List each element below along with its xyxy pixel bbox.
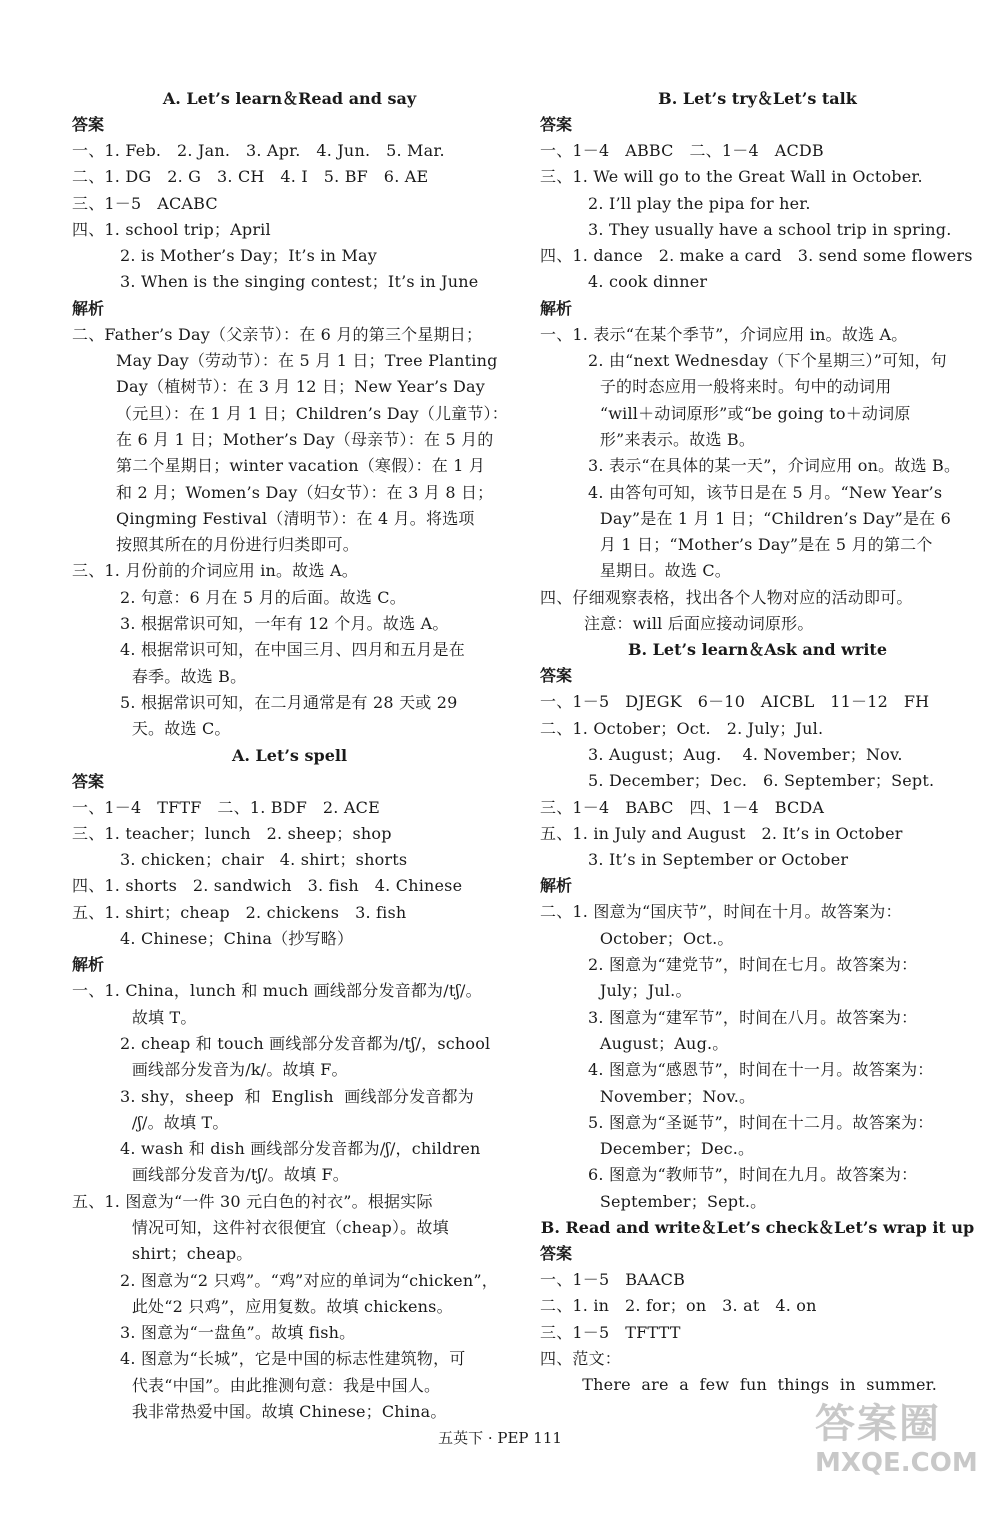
watermark-logo [815,1400,985,1500]
text-line: 星期日。故选 C。 [584,561,731,581]
text-line: Day”是在 1 月 1 日；“Children’s Day”是在 6 [584,508,952,528]
left-column [72,86,507,1425]
text-line: 3. 图意为“一盘鱼”。故填 fish。 [120,1323,356,1343]
text-line: 一、1－5 BAACB [540,1269,686,1289]
text-line: 4. 图意为“感恩节”，时间在十一月。故答案为： [588,1060,934,1080]
section-label: 解析 [72,298,105,318]
section-heading: A. Let’s spell [231,745,348,765]
section-label: 答案 [540,1243,573,1263]
text-line: 四、1. shorts 2. sandwich 3. fish 4. Chinese [72,876,463,896]
text-line: /ʃ/。故填 T。 [116,1112,229,1132]
text-line: 三、1－5 TFTTT [540,1322,681,1342]
text-line: 子的时态应用一般将来时。句中的动词用 [584,377,892,397]
text-line: August；Aug.。 [584,1033,729,1053]
text-line: 3. 图意为“建军节”，时间在八月。故答案为： [588,1007,918,1027]
text-line: 一、1－5 DJEGK 6－10 AICBL 11－12 FH [540,692,930,712]
text-line: 二、Father’s Day（父亲节）：在 6 月的第三个星期日； [72,324,483,344]
text-line: 形”来表示。故选 B。 [584,429,756,449]
text-line: 此处“2 只鸡”，应用复数。故填 chickens。 [116,1296,453,1316]
text-line: Qingming Festival（清明节）：在 4 月。将选项 [116,508,475,528]
section-label: 解析 [540,298,573,318]
text-line: 6. 图意为“教师节”，时间在九月。故答案为： [588,1165,918,1185]
text-line: 5. 根据常识可知，在二月通常是有 28 天或 29 [120,692,458,712]
text-line: 4. 由答句可知，该节日是在 5 月。“New Year’s [588,482,943,502]
text-line: December；Dec.。 [584,1139,755,1159]
text-line: 按照其所在的月份进行归类即可。 [116,535,360,555]
text-line: （元旦）：在 1 月 1 日；Children’s Day（儿童节）： [116,403,508,423]
text-line: 3. 表示“在具体的某一天”，介词应用 on。故选 B。 [588,456,961,476]
page-footer: 五英下 · PEP 111 [438,1429,562,1447]
text-line: 天。故选 C。 [116,719,231,739]
text-line: 三、1. teacher；lunch 2. sheep；shop [72,823,392,843]
text-line: 3. chicken；chair 4. shirt；shorts [120,850,408,870]
text-line: 3. 根据常识可知，一年有 12 个月。故选 A。 [120,614,449,634]
text-line: There are a few fun things in summer. [540,1375,938,1395]
section-label: 答案 [540,666,573,686]
section-label: 答案 [540,115,573,134]
section-label: 答案 [72,771,105,791]
text-line: 四、1. dance 2. make a card 3. send some flowers [540,246,973,266]
text-line: 三、1. We will go to the Great Wall in October. [540,167,923,187]
text-line: 四、范文： [540,1348,622,1368]
text-line: September；Sept.。 [584,1191,767,1211]
text-line: 2. 图意为“建党节”，时间在七月。故答案为： [588,955,918,975]
section-heading: B. Let’s try＆Let’s talk [658,89,857,108]
text-line: 情况可知，这件衬衣很便宜（cheap）。故填 [116,1217,449,1237]
section-label: 解析 [540,876,573,896]
section-label: 解析 [72,955,105,975]
text-line: 3. They usually have a school trip in spring. [588,219,952,239]
section-label: 答案 [72,115,105,134]
text-line: 5. December；Dec. 6. September；Sept. [588,771,935,791]
text-line: 4. cook dinner [588,272,708,292]
section-heading: B. Let’s learn＆Ask and write [627,640,887,660]
text-line: 一、1－4 ABBC 二、1－4 ACDB [540,141,824,160]
section-heading: B. Read and write＆Let’s check＆Let’s wrap it up [540,1217,975,1237]
text-line: 2. 由“next Wednesday（下个星期三）”可知，句 [588,351,947,371]
text-line: 4. 根据常识可知，在中国三月、四月和五月是在 [120,640,465,660]
text-line: October；Oct.。 [584,928,734,948]
text-line: May Day（劳动节）：在 5 月 1 日；Tree Planting [116,351,498,371]
text-line: 代表“中国”。由此推测句意：我是中国人。 [116,1375,441,1395]
text-line: 第二个星期日；winter vacation（寒假）：在 1 月 [116,456,486,476]
text-line: 二、1. 图意为“国庆节”，时间在十月。故答案为： [540,902,902,922]
text-line: 3. August；Aug. 4. November；Nov. [588,744,903,764]
text-line: 4. wash 和 dish 画线部分发音都为/ʃ/，children [120,1139,481,1159]
text-line: 一、1. 表示“在某个季节”，介词应用 in。故选 A。 [540,324,908,344]
right-column [540,86,975,1398]
text-line: 2. 图意为“2 只鸡”。“鸡”对应的单词为“chicken”， [120,1270,498,1290]
section-heading: A. Let’s learn＆Read and say [162,89,417,108]
text-line: 3. It’s in September or October [588,850,849,870]
text-line: 2. is Mother’s Day；It’s in May [120,246,378,266]
text-line: 春季。故选 B。 [116,666,247,686]
text-line: 和 2 月；Women’s Day（妇女节）：在 3 月 8 日； [116,482,494,502]
text-line: 在 6 月 1 日；Mother’s Day（母亲节）：在 5 月的 [116,429,494,449]
text-line: 4. 图意为“长城”，它是中国的标志性建筑物，可 [120,1349,466,1369]
text-line: 4. Chinese；China（抄写略） [120,929,354,949]
text-line: 故填 T。 [116,1007,197,1027]
text-line: 三、1－4 BABC 四、1－4 BCDA [540,797,825,817]
text-line: 五、1. in July and August 2. It’s in October [540,823,903,843]
text-line: 画线部分发音为/k/。故填 F。 [116,1060,348,1080]
text-line: 三、1－5 ACABC [72,193,218,213]
text-line: 2. 句意：6 月在 5 月的后面。故选 C。 [120,587,406,607]
text-line: 五、1. 图意为“一件 30 元白色的衬衣”。根据实际 [72,1191,433,1211]
text-line: “will＋动词原形”或“be going to＋动词原 [584,403,911,423]
text-line: 五、1. shirt；cheap 2. chickens 3. fish [72,902,407,922]
text-line: 四、仔细观察表格，找出各个人物对应的活动即可。 [540,587,913,607]
text-line: 3. When is the singing contest；It’s in June [120,272,479,292]
text-line: 一、1－4 TFTF 二、1. BDF 2. ACE [72,797,380,817]
text-line: 二、1. in 2. for；on 3. at 4. on [540,1296,817,1316]
text-line: 2. cheap 和 touch 画线部分发音都为/tʃ/，school [120,1033,491,1053]
text-line: 3. shy，sheep 和 English 画线部分发音都为 [120,1086,474,1106]
text-line: November；Nov.。 [584,1086,756,1106]
text-line: 一、1. Feb. 2. Jan. 3. Apr. 4. Jun. 5. Mar. [72,141,445,160]
text-line: 我非常热爱中国。故填 Chinese；China。 [116,1402,447,1422]
text-line: shirt；cheap。 [116,1244,253,1264]
text-line: Day（植树节）：在 3 月 12 日；New Year’s Day [116,377,485,397]
text-line: 一、1. China，lunch 和 much 画线部分发音都为/tʃ/。 [72,981,482,1001]
text-line: 四、1. school trip；April [72,219,271,239]
watermark-title: 答案圈 [815,1401,941,1447]
watermark-url: MXQE.COM [815,1448,978,1478]
text-line: 画线部分发音为/tʃ/。故填 F。 [116,1165,350,1185]
text-line: 注意：will 后面应接动词原形。 [584,614,814,634]
text-line: 二、1. October；Oct. 2. July；Jul. [540,718,824,738]
text-line: 5. 图意为“圣诞节”，时间在十二月。故答案为： [588,1112,934,1132]
text-line: July；Jul.。 [584,981,692,1001]
text-line: 月 1 日；“Mother’s Day”是在 5 月的第二个 [584,535,933,555]
text-line: 2. I’ll play the pipa for her. [588,193,811,213]
text-line: 二、1. DG 2. G 3. CH 4. I 5. BF 6. AE [72,167,429,187]
text-line: 三、1. 月份前的介词应用 in。故选 A。 [72,561,358,581]
